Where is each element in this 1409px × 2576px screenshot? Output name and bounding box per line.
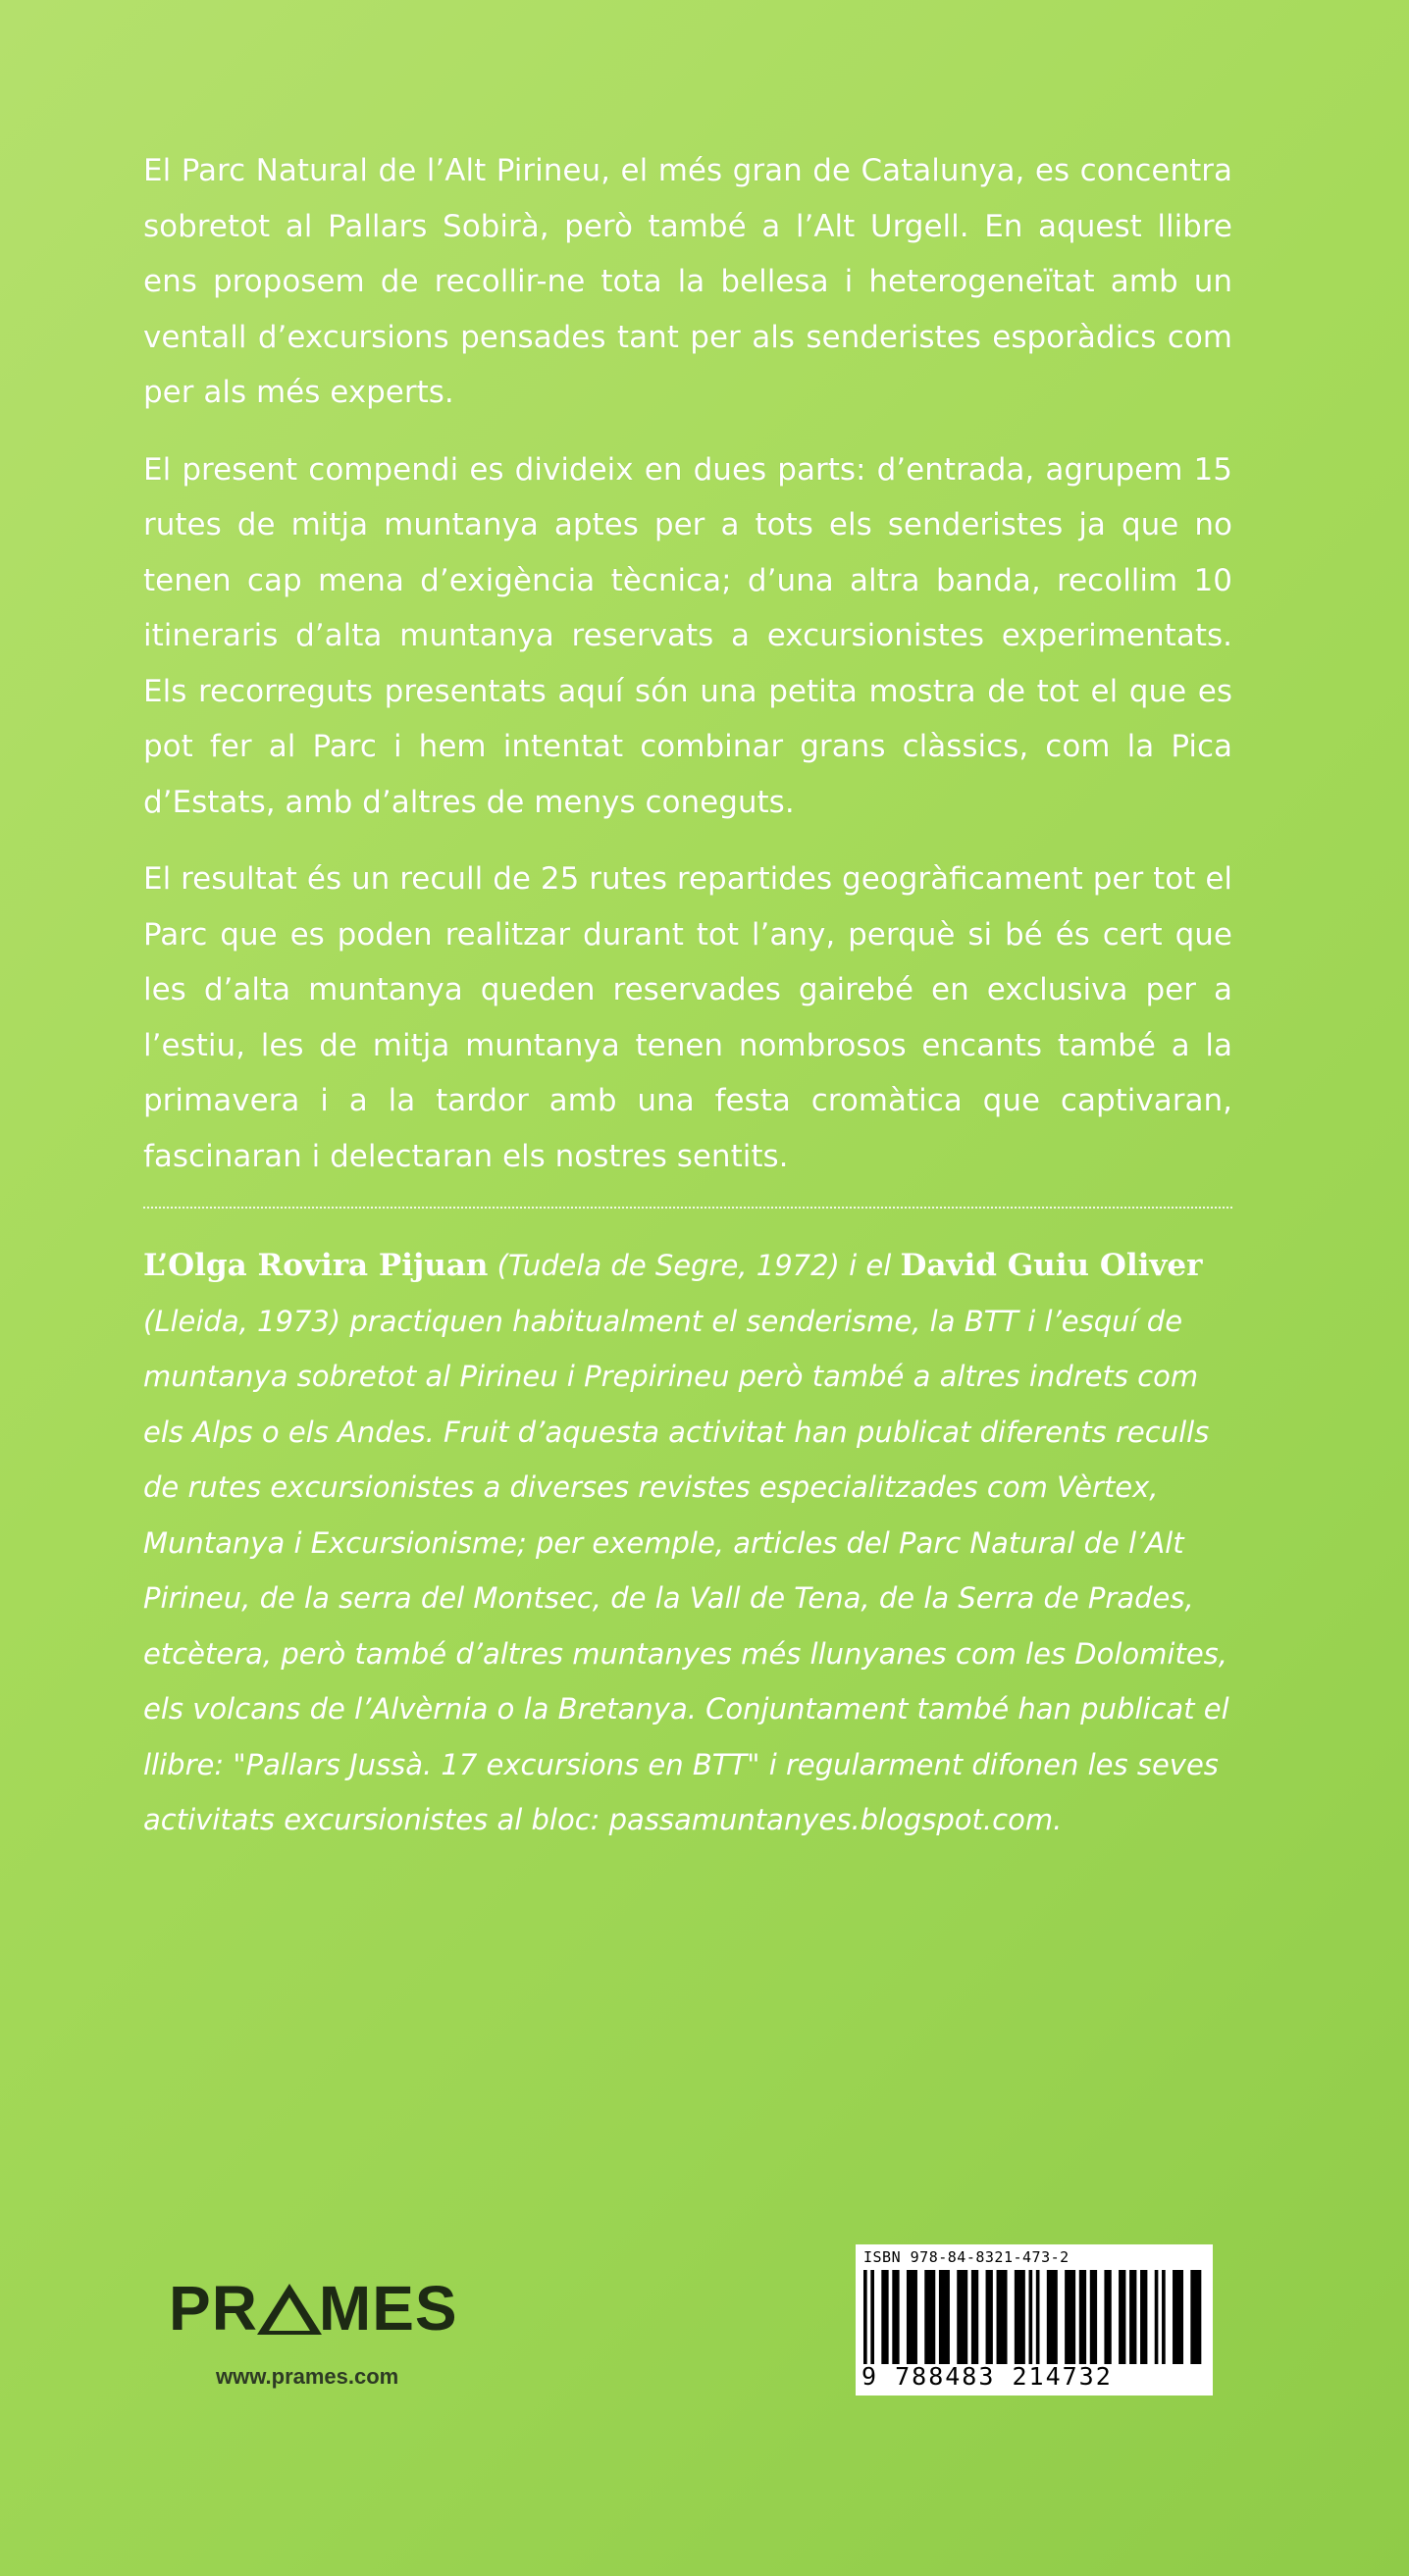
barcode-bar: [1015, 2270, 1025, 2364]
publisher-logo-text: PR MES: [169, 2273, 458, 2344]
barcode-bar: [939, 2270, 950, 2364]
author-name-2: David Guiu Oliver: [900, 1248, 1203, 1283]
barcode-bar: [1029, 2270, 1033, 2364]
barcode-bar: [881, 2270, 888, 2364]
barcode-bar: [1079, 2270, 1086, 2364]
barcode-bar: [1190, 2270, 1201, 2364]
mountain-icon: [255, 2282, 324, 2337]
publisher-url[interactable]: www.prames.com: [216, 2364, 399, 2389]
barcode-bar: [907, 2270, 917, 2364]
description-block: [143, 143, 1232, 1206]
publisher-logo: [169, 2273, 458, 2392]
description-paragraph-3: El resultat és un recull de 25 rutes repartides geogràficament per tot el Parc que es poden realitzar durant tot l’any, perquè si bé és cert que les d’alta muntanya queden reservades gairebé en exclusiva per a l’estiu, les de mitja muntanya tenen nombrosos encants també a la primavera i a la tardor amb una festa cromàtica que captivaran, fascinaran i delectaran els nostres sentits.: [143, 861, 1232, 1174]
description-paragraph-2: El present compendi es divideix en dues parts: d’entrada, agrupem 15 rutes de mitja muntanya aptes per a tots els senderistes ja que no tenen cap mena d’exigència tècnica; d’una altra banda, recollim 10 itineraris d’alta muntanya reservats a excursionistes experimentats. Els recorreguts presentats aquí són una petita mostra de tot el que es pot fer al Parc i hem intentat combinar grans clàssics, com la Pica d’Estats, amb d’altres de menys coneguts.: [143, 451, 1232, 820]
barcode-bar: [1140, 2270, 1147, 2364]
barcode-bar: [924, 2270, 935, 2364]
barcode-bar: [1036, 2270, 1040, 2364]
author-bio: [143, 1238, 1232, 1848]
barcode-bar: [971, 2270, 978, 2364]
barcode-bar: [1162, 2270, 1166, 2364]
barcode-bars: [863, 2270, 1205, 2364]
barcode-bar: [892, 2270, 899, 2364]
barcode-bar: [1173, 2270, 1183, 2364]
barcode-bar: [1065, 2270, 1075, 2364]
barcode-bar: [1155, 2270, 1159, 2364]
author-bio-text: (Lleida, 1973) practiquen habitualment el senderisme, la BTT i l’esquí de muntanya sobretot al Pirineu i Prepirineu però també a altres indrets com els Alps o els Andes. Fruit d’aquesta activitat han publicat diferents reculls de rutes excursionistes a diverses revistes especialitzades com Vèrtex, Muntanya i Excursionisme; per exemple, articles del Parc Natural de l’Alt Pirineu, de la serra del Montsec, de la Vall de Tena, de la Serra de Prades, etcètera, però també d’altres muntanyes més llunyanes com les Dolomites, els volcans de l’Alvèrnia o la Bretanya. Conjuntament també han publicat el llibre: "Pallars Jussà. 17 excursions en BTT" i regularment difonen les seves activitats excursionistes al bloc: passamuntanyes.blogspot.com.: [143, 1304, 1229, 1836]
barcode-bar: [1047, 2270, 1058, 2364]
barcode-bar: [1104, 2270, 1111, 2364]
author-name-1: L’Olga Rovira Pijuan: [143, 1248, 489, 1283]
author-origin-1: (Tudela de Segre, 1972) i el: [488, 1249, 901, 1282]
section-divider: [143, 1207, 1232, 1209]
barcode-bar: [986, 2270, 993, 2364]
barcode-bar: [1090, 2270, 1097, 2364]
description-paragraph-1: El Parc Natural de l’Alt Pirineu, el més gran de Catalunya, es concentra sobretot al Pallars Sobirà, però també a l’Alt Urgell. En aquest llibre ens proposem de recollir-ne tota la bellesa i heterogeneïtat amb un ventall d’excursions pensades tant per als senderistes esporàdics com per als més experts.: [143, 153, 1232, 410]
barcode-bar: [957, 2270, 967, 2364]
barcode: [856, 2244, 1213, 2396]
barcode-bar: [863, 2270, 867, 2364]
barcode-bar: [1119, 2270, 1125, 2364]
barcode-bar: [870, 2270, 874, 2364]
isbn-label: ISBN 978-84-8321-473-2: [863, 2248, 1070, 2266]
barcode-digits: 9 788483 214732: [861, 2362, 1113, 2391]
barcode-bar: [997, 2270, 1008, 2364]
barcode-bar: [1129, 2270, 1136, 2364]
